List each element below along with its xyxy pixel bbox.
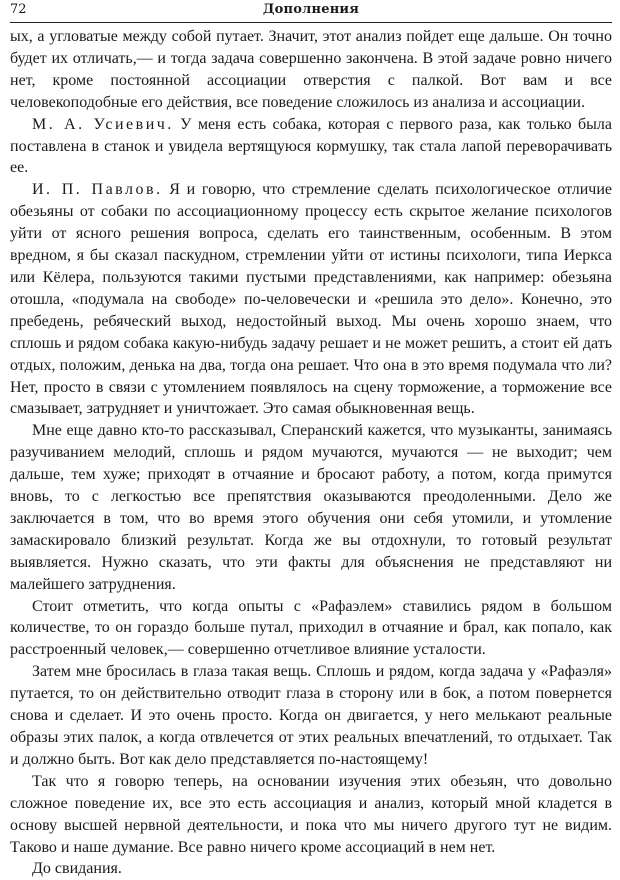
paragraph-raphael-glance	[10, 661, 612, 771]
paragraph-text: Стоит отметить, что когда опыты с «Рафаэлем» ставились рядом в большом количестве, то он гораздо больше путал, приходил в отчаяние и брал, как попало, как расстроенный человек,— совершенно отчетливое влияние усталости.	[10, 597, 612, 659]
paragraph-raphael-fatigue	[10, 596, 612, 662]
paragraph-text: До свидания.	[32, 860, 122, 878]
paragraph-text: Затем мне бросилась в глаза такая вещь. Сплошь и рядом, когда задача у «Рафаэля» путается, то он действительно отводит глаза в сторону или в бок, а потом повернется снова и сделает. И это очень просто. Когда он двигается, у него мелькают реальные образы этих палок, а когда отвлечется от этих реальных впечатлений, то отдыхает. Так и должно быть. Вот как дело представляется по-настоящему!	[10, 663, 612, 768]
paragraph-text: Мне еще давно кто-то рассказывал, Сперанский кажется, что музыканты, занимаясь разучиванием мелодий, сплошь и рядом мучаются, мучаются — не выходит; чем дальше, тем хуже; приходят в отчаяние и бросают работу, а потом, когда примутся вновь, то с легкостью все препятствия оказываются преодоленными. Дело же заключается в том, что во время этого обучения они себя утомили, и утомление замаскировало близкий результат. Когда же вы отдохнули, то готовый результат выявляется. Нужно сказать, что эти факты для объяснения не представляют ни малейшего затруднения.	[10, 422, 612, 593]
paragraph-farewell	[10, 858, 612, 880]
speaker-name: М. А. Усиевич.	[32, 115, 174, 133]
paragraph-text: Я и говорю, что стремление сделать психологическое отличие обезьяны от собаки по ассоциационному процессу есть скрытое желание психологов уйти от ясного решения вопроса, сделать его таинственным, особенным. В этом вредном, я бы сказал паскудном, стремлении уйти от истины психологи, типа Иеркса или Кёлера, пользуются такими пустыми представлениями, как например: обезьяна отошла, «подумала на свободе» по-человечески и «решила это дело». Конечно, это пребедень, ребяческий выход, недостойный выход. Мы очень хорошо знаем, что сплошь и рядом собака какую-нибудь задачу решает и не может решить, а стоит ей дать отдых, положим, денька на два, тогда она решает. Что она в это время подумала что ли? Нет, просто в связи с утомлением появлялось на сцену торможение, а торможение все смазывает, затрудняет и уничтожает. Это самая обыкновенная вещь.	[10, 181, 612, 418]
paragraph-text: ых, а угловатые между собой путает. Значит, этот анализ пойдет еще дальше. Он точно будет их отличать,— и тогда задача совершенно закончена. В этой задаче ровно ничего нет, кроме постоянной ассоциации отверстия с палкой. Вот вам и все человекоподобные его действия, все поведение сложилось из анализа и ассоциации.	[10, 28, 612, 111]
paragraph-musicians	[10, 420, 612, 595]
paragraph-pavlov	[10, 179, 612, 420]
paragraph-usievich	[10, 114, 612, 180]
paragraph-conclusion	[10, 771, 612, 859]
body-text	[10, 26, 612, 880]
page-number: 72	[10, 2, 27, 17]
paragraph-continuation	[10, 26, 612, 114]
paragraph-text: Так что я говорю теперь, на основании изучения этих обезьян, что довольно сложное поведение их, все это есть ассоциация и анализ, который мной кладется в основу высшей нервной деятельности, и пока что мы ничего другого тут не видим. Таково и наше думание. Все равно ничего кроме ассоциаций в нем нет.	[10, 772, 612, 856]
section-title: Дополнения	[262, 2, 360, 17]
running-head	[10, 0, 612, 23]
paragraph-text: У меня есть собака, которая с первого раза, как только была поставлена в станок и увидела вертящуюся кормушку, так стала лапой переворачивать ее.	[10, 115, 612, 177]
speaker-name: И. П. Павлов.	[32, 181, 163, 199]
